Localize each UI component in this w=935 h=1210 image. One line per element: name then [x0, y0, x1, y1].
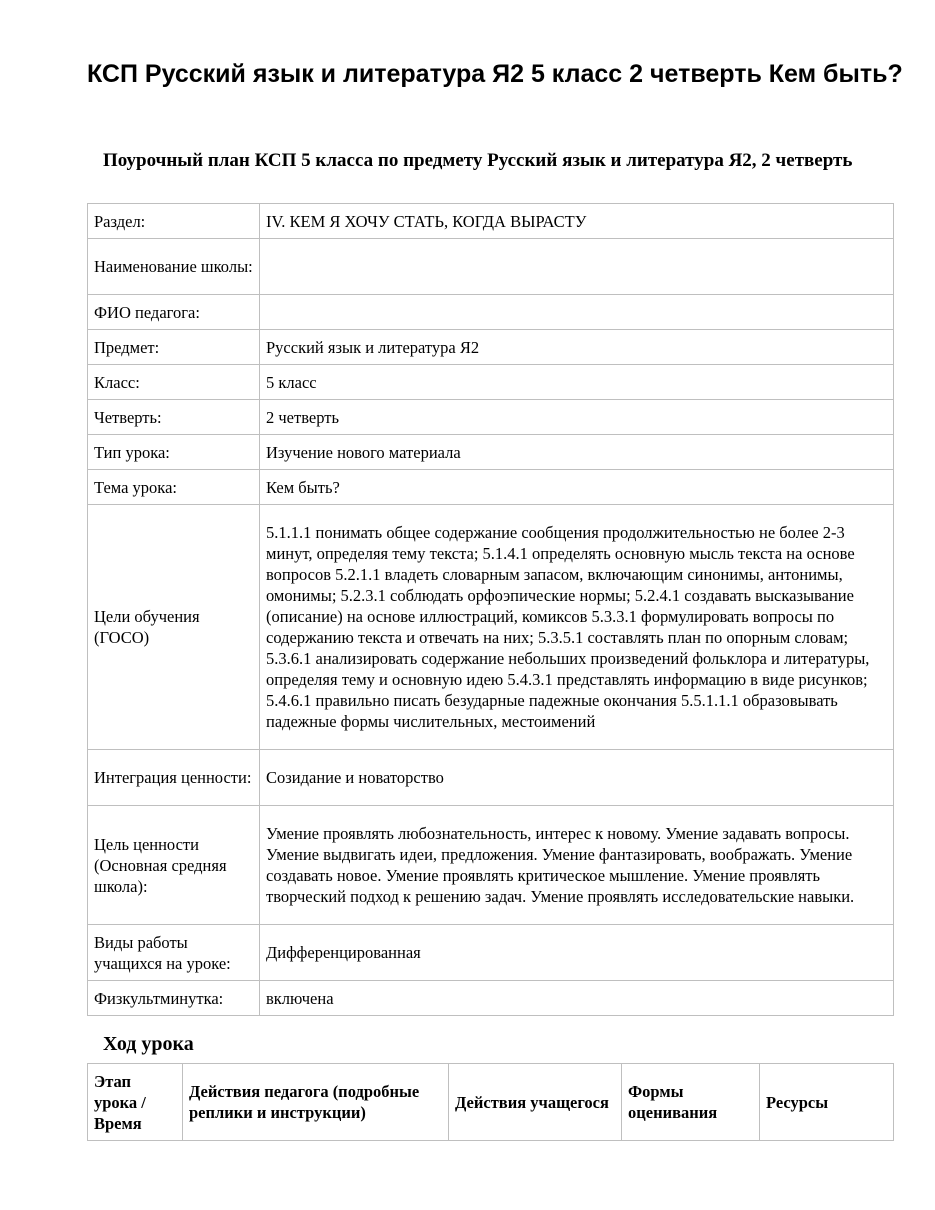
row-label: Цели обучения (ГОСО) — [88, 505, 260, 750]
row-value: Дифференцированная — [260, 925, 894, 981]
row-label: Четверть: — [88, 400, 260, 435]
row-value — [260, 239, 894, 295]
column-header: Ресурсы — [760, 1064, 894, 1141]
row-label: Класс: — [88, 365, 260, 400]
row-label: Цель ценности (Основная средняя школа): — [88, 806, 260, 925]
table-row — [88, 330, 894, 365]
row-value: 2 четверть — [260, 400, 894, 435]
table-row — [88, 505, 894, 750]
table-row — [88, 400, 894, 435]
row-label: Интеграция ценности: — [88, 750, 260, 806]
row-value: включена — [260, 981, 894, 1016]
row-label: Физкультминутка: — [88, 981, 260, 1016]
table-row — [88, 435, 894, 470]
table-row — [88, 806, 894, 925]
row-label: Предмет: — [88, 330, 260, 365]
table-row — [88, 204, 894, 239]
column-header: Формы оценивания — [622, 1064, 760, 1141]
row-value — [260, 295, 894, 330]
lesson-plan-table — [87, 1063, 894, 1141]
table-row — [88, 925, 894, 981]
row-label: Тип урока: — [88, 435, 260, 470]
lesson-section-title: Ход урока — [103, 1033, 194, 1055]
row-value: 5 класс — [260, 365, 894, 400]
row-value: Изучение нового материала — [260, 435, 894, 470]
row-label: ФИО педагога: — [88, 295, 260, 330]
table-row — [88, 365, 894, 400]
row-label: Виды работы учащихся на уроке: — [88, 925, 260, 981]
table-row — [88, 239, 894, 295]
row-value: 5.1.1.1 понимать общее содержание сообщения продолжительностью не более 2-3 минут, определяя тему текста; 5.1.4.1 определять основную мысль текста на основе вопросов 5.2.1.1 владеть словарным запасом, включающим синонимы, антонимы, омонимы; 5.2.3.1 соблюдать орфоэпические нормы; 5.2.4.1 создавать высказывание (описание) на основе иллюстраций, комиксов 5.3.3.1 формулировать вопросы по содержанию текста и отвечать на них; 5.3.5.1 составлять план по опорным словам; 5.3.6.1 анализировать содержание небольших произведений фольклора и литературы, определяя тему и основную идею 5.4.3.1 представлять информацию в виде рисунков; 5.4.6.1 правильно писать безударные падежные окончания 5.5.1.1.1 образовывать падежные формы числительных, местоимений — [260, 505, 894, 750]
column-header: Действия педагога (подробные реплики и инструкции) — [183, 1064, 449, 1141]
column-header: Действия учащегося — [449, 1064, 622, 1141]
row-value: Созидание и новаторство — [260, 750, 894, 806]
table-row — [88, 295, 894, 330]
table-row — [88, 981, 894, 1016]
row-value: Русский язык и литература Я2 — [260, 330, 894, 365]
row-value: Кем быть? — [260, 470, 894, 505]
table-header-row — [88, 1064, 894, 1141]
row-value: IV. КЕМ Я ХОЧУ СТАТЬ, КОГДА ВЫРАСТУ — [260, 204, 894, 239]
document-title: КСП Русский язык и литература Я2 5 класс 2 четверть Кем быть? — [87, 60, 903, 88]
row-label: Раздел: — [88, 204, 260, 239]
column-header: Этап урока / Время — [88, 1064, 183, 1141]
table-row — [88, 470, 894, 505]
lesson-info-table — [87, 203, 894, 1016]
plan-subtitle: Поурочный план КСП 5 класса по предмету Русский язык и литература Я2, 2 четверть — [103, 150, 853, 171]
table-row — [88, 750, 894, 806]
row-label: Тема урока: — [88, 470, 260, 505]
row-label: Наименование школы: — [88, 239, 260, 295]
row-value: Умение проявлять любознательность, интерес к новому. Умение задавать вопросы. Умение выдвигать идеи, предложения. Умение фантазировать, воображать. Умение создавать новое. Умение проявлять критическое мышление. Умение проявлять творческий подход к решению задач. Умение проявлять исследовательские навыки. — [260, 806, 894, 925]
